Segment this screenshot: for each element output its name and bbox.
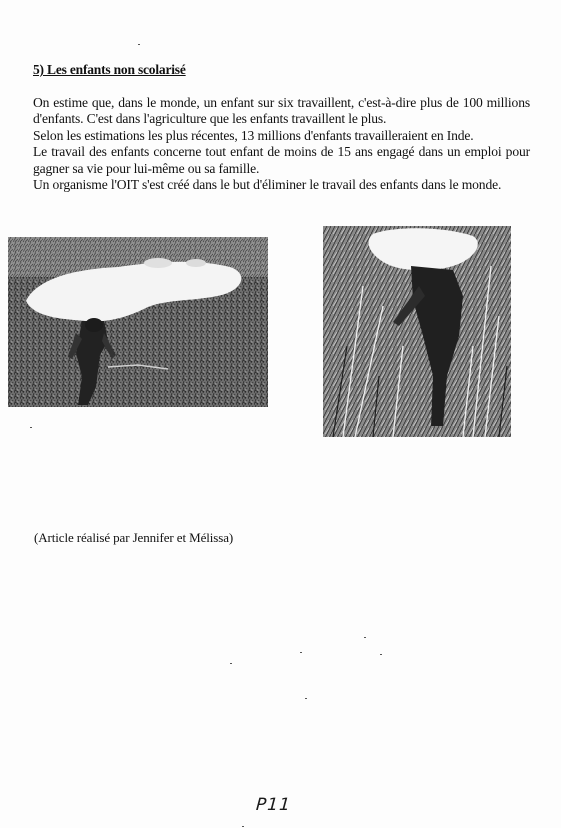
scan-speck: [230, 663, 232, 664]
paragraph-2: Selon les estimations les plus récentes, 13 millions d'enfants travailleraient en Inde.: [33, 127, 474, 143]
scan-speck: [364, 637, 366, 638]
scan-speck: [138, 44, 140, 45]
scan-speck: [300, 652, 302, 653]
article-body: [33, 95, 530, 193]
scan-speck: [242, 826, 244, 827]
paragraph-4: Un organisme l'OIT s'est créé dans le but d'éliminer le travail des enfants dans le monde.: [33, 177, 502, 193]
paragraph-1: On estime que, dans le monde, un enfant sur six travaillent, c'est-à-dire plus de 100 millions d'enfants. C'est dans l'agriculture que les enfants travaillent le plus.: [33, 95, 530, 127]
scan-speck: [30, 427, 32, 428]
section-heading: 5) Les enfants non scolarisé: [33, 62, 186, 77]
photo-child-in-reeds: [323, 226, 511, 437]
scan-speck: [305, 698, 307, 699]
page-number: P11: [255, 795, 292, 815]
scan-speck: [380, 654, 382, 655]
photo-child-carrying-bundle: [8, 237, 268, 407]
paragraph-3: Le travail des enfants concerne tout enfant de moins de 15 ans engagé dans un emploi pour gagner sa vie pour lui-même ou sa famille.: [33, 144, 530, 176]
article-caption: (Article réalisé par Jennifer et Mélissa): [34, 530, 234, 545]
